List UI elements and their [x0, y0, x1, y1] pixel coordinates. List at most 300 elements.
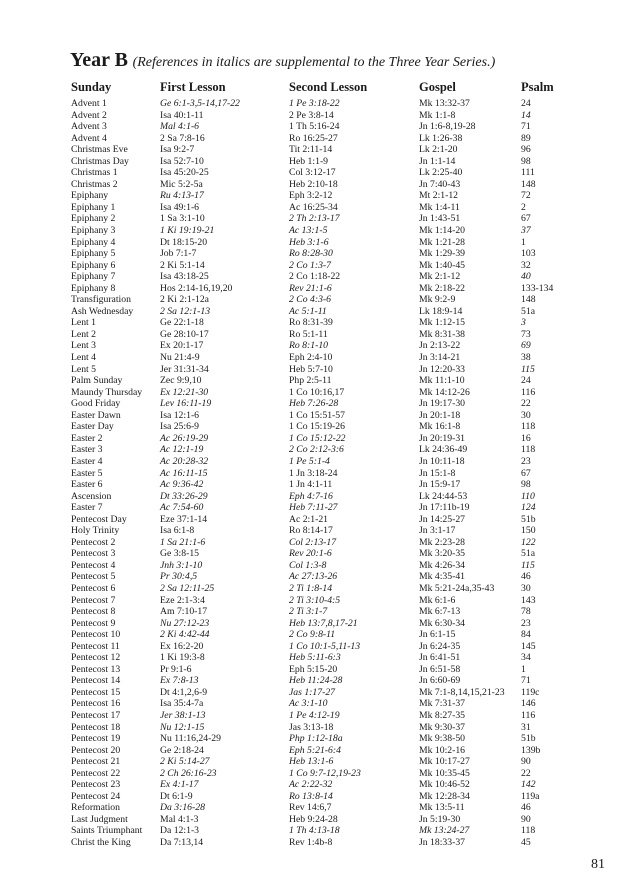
table-row: [0, 433, 640, 445]
first-lesson-cell: Nu 21:4-9: [160, 352, 200, 364]
table-row: [0, 583, 640, 595]
table-row: [0, 825, 640, 837]
sunday-cell: Epiphany 4: [71, 236, 116, 248]
psalm-cell: 14: [521, 109, 531, 121]
second-lesson-cell: 1 Co 15:12-22: [289, 432, 346, 444]
gospel-cell: Mk 13:5-11: [419, 802, 465, 814]
second-lesson-cell: Heb 7:26-28: [289, 398, 339, 410]
first-lesson-cell: Isa 25:6-9: [160, 421, 200, 433]
table-row: [0, 618, 640, 630]
first-lesson-cell: 1 Ki 19:19-21: [160, 225, 215, 237]
psalm-cell: 16: [521, 432, 531, 444]
gospel-cell: Jn 5:19-30: [419, 813, 461, 825]
psalm-cell: 150: [521, 525, 536, 537]
second-lesson-cell: Heb 5:11-6:3: [289, 652, 341, 664]
sunday-cell: Advent 4: [71, 132, 107, 144]
gospel-cell: Jn 20:1-18: [419, 409, 461, 421]
second-lesson-cell: Rev 20:1-6: [289, 548, 332, 560]
table-row: [0, 179, 640, 191]
psalm-cell: 90: [521, 756, 531, 768]
second-lesson-cell: Heb 13:1-6: [289, 756, 334, 768]
second-lesson-cell: Ac 2:1-21: [289, 513, 329, 525]
sunday-cell: Lent 3: [71, 340, 97, 352]
gospel-cell: Mk 2:1-12: [419, 271, 461, 283]
gospel-cell: Mk 3:20-35: [419, 548, 466, 560]
psalm-cell: 69: [521, 340, 531, 352]
year-label: Year B: [70, 49, 128, 71]
sunday-cell: Saints Triumphant: [71, 825, 143, 837]
psalm-cell: 115: [521, 363, 535, 375]
sunday-cell: Holy Trinity: [71, 525, 120, 537]
gospel-cell: Jn 1:1-14: [419, 155, 456, 167]
first-lesson-cell: 1 Sa 3:1-10: [160, 213, 205, 225]
sunday-cell: Pentecost 17: [71, 709, 121, 721]
first-lesson-cell: Pr 30:4,5: [160, 571, 198, 583]
sunday-cell: Pentecost 23: [71, 779, 121, 791]
psalm-cell: 119a: [521, 790, 540, 802]
psalm-cell: 84: [521, 629, 531, 641]
psalm-cell: 32: [521, 259, 531, 271]
gospel-cell: Mk 12:28-34: [419, 790, 470, 802]
table-row: [0, 560, 640, 572]
second-lesson-cell: 1 Pe 5:1-4: [289, 455, 330, 467]
gospel-cell: Mk 8:27-35: [419, 709, 466, 721]
psalm-cell: 34: [521, 652, 531, 664]
table-row: [0, 514, 640, 526]
sunday-cell: Pentecost 15: [71, 686, 121, 698]
sunday-cell: Pentecost 5: [71, 571, 116, 583]
table-row: [0, 202, 640, 214]
table-row: [0, 675, 640, 687]
table-row: [0, 768, 640, 780]
sunday-cell: Easter 3: [71, 444, 103, 456]
psalm-cell: 118: [521, 421, 536, 433]
psalm-cell: 122: [521, 536, 536, 548]
second-lesson-cell: Php 1:12-18a: [289, 733, 343, 745]
gospel-cell: Mk 6:30-34: [419, 617, 466, 629]
second-lesson-cell: Ro 8:28-30: [289, 248, 333, 260]
sunday-cell: Pentecost 21: [71, 756, 121, 768]
gospel-cell: Mt 2:1-12: [419, 190, 459, 202]
psalm-cell: 46: [521, 571, 531, 583]
psalm-cell: 67: [521, 467, 531, 479]
second-lesson-cell: 1 Co 9:7-12,19-23: [289, 767, 361, 779]
table-row: [0, 421, 640, 433]
first-lesson-cell: Isa 52:7-10: [160, 155, 204, 167]
second-lesson-cell: 1 Th 5:16-24: [289, 121, 340, 133]
psalm-cell: 115: [521, 559, 535, 571]
second-lesson-cell: Col 2:13-17: [289, 536, 337, 548]
table-row: [0, 502, 640, 514]
sunday-cell: Christmas Day: [71, 155, 129, 167]
second-lesson-cell: 2 Co 1:3-7: [289, 259, 331, 271]
sunday-cell: Pentecost 7: [71, 594, 116, 606]
second-lesson-cell: 1 Pe 4:12-19: [289, 709, 340, 721]
sunday-cell: Epiphany 2: [71, 213, 116, 225]
gospel-cell: Mk 4:26-34: [419, 559, 466, 571]
first-lesson-cell: Jnh 3:1-10: [160, 559, 203, 571]
sunday-cell: Pentecost 22: [71, 767, 121, 779]
second-lesson-cell: 1 Pe 3:18-22: [289, 98, 340, 109]
sunday-cell: Lent 4: [71, 352, 97, 364]
second-lesson-cell: Heb 9:24-28: [289, 813, 338, 825]
gospel-cell: Mk 1:29-39: [419, 248, 466, 260]
first-lesson-cell: Eze 2:1-3:4: [160, 594, 205, 606]
second-lesson-cell: Jas 3:13-18: [289, 721, 334, 733]
table-row: [0, 652, 640, 664]
table-row: [0, 710, 640, 722]
second-lesson-cell: Eph 4:7-16: [289, 490, 333, 502]
second-lesson-cell: 2 Ti 1:8-14: [289, 582, 333, 594]
second-lesson-cell: 2 Co 2:12-3:6: [289, 444, 344, 456]
first-lesson-cell: Ac 16:11-15: [160, 467, 208, 479]
gospel-cell: Mk 8:31-38: [419, 328, 466, 340]
gospel-cell: Jn 20:19-31: [419, 432, 466, 444]
sunday-cell: Advent 2: [71, 109, 107, 121]
gospel-cell: Lk 18:9-14: [419, 305, 463, 317]
sunday-cell: Pentecost 6: [71, 582, 116, 594]
psalm-cell: 31: [521, 721, 531, 733]
sunday-cell: Pentecost 3: [71, 548, 116, 560]
sunday-cell: Epiphany 1: [71, 201, 116, 213]
page-title: [70, 50, 495, 73]
first-lesson-cell: Nu 27:12-23: [160, 617, 210, 629]
sunday-cell: Easter 2: [71, 432, 103, 444]
second-lesson-cell: Heb 7:11-27: [289, 502, 338, 514]
sunday-cell: Reformation: [71, 802, 120, 814]
first-lesson-cell: Dt 6:1-9: [160, 790, 193, 802]
gospel-cell: Mk 1:4-11: [419, 201, 460, 213]
psalm-cell: 72: [521, 190, 531, 202]
gospel-cell: Jn 7:40-43: [419, 178, 461, 190]
first-lesson-cell: 2 Sa 12:1-13: [160, 305, 211, 317]
sunday-cell: Pentecost 24: [71, 790, 121, 802]
psalm-cell: 2: [521, 201, 526, 213]
gospel-cell: Mk 9:2-9: [419, 294, 456, 306]
gospel-cell: Mk 1:21-28: [419, 236, 466, 248]
table-row: [0, 317, 640, 329]
first-lesson-cell: Isa 35:4-7a: [160, 698, 204, 710]
table-row: [0, 375, 640, 387]
psalm-cell: 46: [521, 802, 531, 814]
table-row: [0, 779, 640, 791]
table-row: [0, 491, 640, 503]
table-row: [0, 237, 640, 249]
gospel-cell: Lk 24:36-49: [419, 444, 468, 456]
psalm-cell: 23: [521, 617, 531, 629]
table-row: [0, 733, 640, 745]
second-lesson-cell: Ro 8:14-17: [289, 525, 333, 537]
sunday-cell: Transfiguration: [71, 294, 131, 306]
sunday-cell: Pentecost 18: [71, 721, 121, 733]
table-row: [0, 306, 640, 318]
second-lesson-cell: Heb 11:24-28: [289, 675, 343, 687]
first-lesson-cell: Zec 9:9,10: [160, 375, 202, 387]
psalm-cell: 45: [521, 837, 531, 848]
table-row: [0, 791, 640, 803]
psalm-cell: 24: [521, 98, 531, 109]
table-row: [0, 410, 640, 422]
gospel-cell: Jn 19:17-30: [419, 398, 466, 410]
first-lesson-cell: 2 Ki 5:1-14: [160, 259, 205, 271]
psalm-cell: 22: [521, 767, 531, 779]
title-subtitle: (References in italics are supplemental to the Three Year Series.): [132, 55, 496, 70]
gospel-cell: Mk 10:35-45: [419, 767, 470, 779]
first-lesson-cell: Ac 7:54-60: [160, 502, 204, 514]
first-lesson-cell: Ac 9:36-42: [160, 479, 204, 491]
sunday-cell: Epiphany 8: [71, 282, 116, 294]
sunday-cell: Pentecost 20: [71, 744, 121, 756]
gospel-cell: Mk 1:12-15: [419, 317, 466, 329]
psalm-cell: 40: [521, 271, 531, 283]
table-row: [0, 571, 640, 583]
gospel-cell: Lk 2:1-20: [419, 144, 458, 156]
table-row: [0, 294, 640, 306]
first-lesson-cell: Eze 37:1-14: [160, 513, 208, 525]
psalm-cell: 51b: [521, 513, 536, 525]
sunday-cell: Pentecost 9: [71, 617, 116, 629]
psalm-cell: 1: [521, 663, 526, 675]
table-row: [0, 398, 640, 410]
first-lesson-cell: Nu 12:1-15: [160, 721, 205, 733]
first-lesson-cell: Ex 16:2-20: [160, 640, 204, 652]
psalm-cell: 51a: [521, 548, 535, 560]
second-lesson-cell: Heb 13:7,8,17-21: [289, 617, 358, 629]
table-row: [0, 329, 640, 341]
table-row: [0, 98, 640, 110]
table-row: [0, 525, 640, 537]
gospel-cell: Jn 18:33-37: [419, 837, 466, 848]
first-lesson-cell: Ge 22:1-18: [160, 317, 204, 329]
gospel-cell: Mk 9:30-37: [419, 721, 466, 733]
sunday-cell: Epiphany: [71, 190, 109, 202]
gospel-cell: Jn 1:43-51: [419, 213, 461, 225]
gospel-cell: Mk 13:32-37: [419, 98, 470, 109]
table-row: [0, 444, 640, 456]
second-lesson-cell: 2 Ti 3:1-7: [289, 606, 328, 618]
psalm-cell: 119c: [521, 686, 540, 698]
psalm-cell: 103: [521, 248, 536, 260]
psalm-cell: 37: [521, 225, 531, 237]
gospel-cell: Mk 13:24-27: [419, 825, 470, 837]
psalm-cell: 148: [521, 294, 536, 306]
sunday-cell: Christ the King: [71, 837, 131, 848]
first-lesson-cell: 2 Ki 2:1-12a: [160, 294, 209, 306]
sunday-cell: Easter 5: [71, 467, 103, 479]
first-lesson-cell: Am 7:10-17: [160, 606, 208, 618]
sunday-cell: Easter Day: [71, 421, 114, 433]
second-lesson-cell: Heb 2:10-18: [289, 178, 338, 190]
second-lesson-cell: Ac 5:1-11: [289, 305, 327, 317]
gospel-cell: Mk 7:1-8,14,15,21-23: [419, 686, 505, 698]
psalm-cell: 111: [521, 167, 535, 179]
first-lesson-cell: Mal 4:1-3: [160, 813, 199, 825]
first-lesson-cell: 2 Ch 26:16-23: [160, 767, 217, 779]
gospel-cell: Jn 10:11-18: [419, 455, 465, 467]
table-row: [0, 340, 640, 352]
second-lesson-cell: Eph 5:15-20: [289, 663, 338, 675]
psalm-cell: 51a: [521, 305, 535, 317]
table-row: [0, 156, 640, 168]
psalm-cell: 71: [521, 675, 531, 687]
header-sunday: Sunday: [71, 80, 112, 94]
table-row: [0, 629, 640, 641]
gospel-cell: Jn 6:51-58: [419, 663, 461, 675]
header-first-lesson: First Lesson: [160, 80, 226, 94]
table-row: [0, 548, 640, 560]
second-lesson-cell: 2 Th 2:13-17: [289, 213, 340, 225]
table-row: [0, 814, 640, 826]
first-lesson-cell: Ex 7:8-13: [160, 675, 199, 687]
table-row: [0, 260, 640, 272]
psalm-cell: 118: [521, 825, 536, 837]
gospel-cell: Mk 10:46-52: [419, 779, 470, 791]
gospel-cell: Mk 1:1-8: [419, 109, 456, 121]
sunday-cell: Pentecost 8: [71, 606, 116, 618]
sunday-cell: Pentecost 10: [71, 629, 121, 641]
second-lesson-cell: Ro 13:8-14: [289, 790, 333, 802]
table-row: [0, 537, 640, 549]
gospel-cell: Mk 10:17-27: [419, 756, 470, 768]
gospel-cell: Lk 2:25-40: [419, 167, 463, 179]
table-row: [0, 468, 640, 480]
first-lesson-cell: Lev 16:11-19: [160, 398, 212, 410]
header-second-lesson: Second Lesson: [289, 80, 368, 94]
second-lesson-cell: 2 Ti 3:10-4:5: [289, 594, 341, 606]
gospel-cell: Mk 6:1-6: [419, 594, 456, 606]
first-lesson-cell: 2 Sa 7:8-16: [160, 132, 205, 144]
first-lesson-cell: 2 Sa 12:11-25: [160, 582, 215, 594]
psalm-cell: 96: [521, 144, 531, 156]
first-lesson-cell: Mic 5:2-5a: [160, 178, 203, 190]
first-lesson-cell: Ac 26:19-29: [160, 432, 209, 444]
second-lesson-cell: 1 Jn 4:1-11: [289, 479, 333, 491]
gospel-cell: Jn 6:1-15: [419, 629, 456, 641]
sunday-cell: Maundy Thursday: [71, 386, 143, 398]
gospel-cell: Mk 10:2-16: [419, 744, 466, 756]
psalm-cell: 24: [521, 375, 531, 387]
psalm-cell: 133-134: [521, 282, 554, 294]
gospel-cell: Mk 2:18-22: [419, 282, 466, 294]
psalm-cell: 1: [521, 236, 526, 248]
table-row: [0, 387, 640, 399]
table-row: [0, 190, 640, 202]
first-lesson-cell: Jer 38:1-13: [160, 709, 206, 721]
gospel-cell: Jn 12:20-33: [419, 363, 466, 375]
first-lesson-cell: 1 Ki 19:3-8: [160, 652, 205, 664]
table-row: [0, 745, 640, 757]
gospel-cell: Jn 3:14-21: [419, 352, 461, 364]
gospel-cell: Jn 14:25-27: [419, 513, 466, 525]
psalm-cell: 30: [521, 582, 531, 594]
table-row: [0, 664, 640, 676]
second-lesson-cell: 2 Co 4:3-6: [289, 294, 331, 306]
table-row: [0, 479, 640, 491]
psalm-cell: 51b: [521, 733, 536, 745]
gospel-cell: Mk 11:1-10: [419, 375, 465, 387]
sunday-cell: Lent 1: [71, 317, 97, 329]
second-lesson-cell: 1 Co 15:19-26: [289, 421, 345, 433]
second-lesson-cell: 1 Co 10:1-5,11-13: [289, 640, 361, 652]
sunday-cell: Easter 4: [71, 455, 103, 467]
table-row: [0, 837, 640, 849]
first-lesson-cell: Hos 2:14-16,19,20: [160, 282, 233, 294]
table-row: [0, 802, 640, 814]
gospel-cell: Lk 1:26-38: [419, 132, 463, 144]
table-row: [0, 698, 640, 710]
psalm-cell: 78: [521, 606, 531, 618]
psalm-cell: 143: [521, 594, 536, 606]
table-row: [0, 213, 640, 225]
sunday-cell: Pentecost 12: [71, 652, 121, 664]
first-lesson-cell: Ex 12:21-30: [160, 386, 209, 398]
first-lesson-cell: Nu 11:16,24-29: [160, 733, 221, 745]
second-lesson-cell: Tit 2:11-14: [289, 144, 333, 156]
psalm-cell: 23: [521, 455, 531, 467]
sunday-cell: Pentecost 2: [71, 536, 116, 548]
second-lesson-cell: Ro 8:31-39: [289, 317, 333, 329]
gospel-cell: Jn 15:9-17: [419, 479, 461, 491]
gospel-cell: Mk 5:21-24a,35-43: [419, 582, 495, 594]
sunday-cell: Good Friday: [71, 398, 121, 410]
gospel-cell: Jn 3:1-17: [419, 525, 456, 537]
table-row: [0, 110, 640, 122]
lectionary-table: [0, 98, 640, 849]
sunday-cell: Epiphany 5: [71, 248, 116, 260]
psalm-cell: 124: [521, 502, 536, 514]
gospel-cell: Jn 6:24-35: [419, 640, 461, 652]
sunday-cell: Lent 2: [71, 328, 97, 340]
table-row: [0, 687, 640, 699]
first-lesson-cell: Dt 18:15-20: [160, 236, 208, 248]
first-lesson-cell: Ge 3:8-15: [160, 548, 200, 560]
first-lesson-cell: Isa 6:1-8: [160, 525, 195, 537]
first-lesson-cell: Isa 43:18-25: [160, 271, 209, 283]
first-lesson-cell: Dt 4:1,2,6-9: [160, 686, 208, 698]
second-lesson-cell: 2 Co 1:18-22: [289, 271, 341, 283]
sunday-cell: Last Judgment: [71, 813, 128, 825]
header-gospel: Gospel: [419, 80, 456, 94]
gospel-cell: Mk 6:7-13: [419, 606, 461, 618]
first-lesson-cell: Ex 20:1-17: [160, 340, 204, 352]
first-lesson-cell: Isa 9:2-7: [160, 144, 195, 156]
header-psalm: Psalm: [521, 80, 554, 94]
gospel-cell: Mk 4:35-41: [419, 571, 466, 583]
table-row: [0, 364, 640, 376]
second-lesson-cell: 1 Co 10:16,17: [289, 386, 345, 398]
second-lesson-cell: Rev 21:1-6: [289, 282, 332, 294]
sunday-cell: Pentecost 11: [71, 640, 120, 652]
first-lesson-cell: Ac 12:1-19: [160, 444, 204, 456]
second-lesson-cell: Ro 16:25-27: [289, 132, 338, 144]
table-row: [0, 352, 640, 364]
sunday-cell: Christmas Eve: [71, 144, 128, 156]
sunday-cell: Christmas 1: [71, 167, 118, 179]
psalm-cell: 89: [521, 132, 531, 144]
sunday-cell: Christmas 2: [71, 178, 118, 190]
first-lesson-cell: Ge 28:10-17: [160, 328, 209, 340]
psalm-cell: 71: [521, 121, 531, 133]
psalm-cell: 146: [521, 698, 536, 710]
second-lesson-cell: Heb 3:1-6: [289, 236, 329, 248]
sunday-cell: Ash Wednesday: [71, 305, 134, 317]
sunday-cell: Pentecost Day: [71, 513, 127, 525]
first-lesson-cell: Isa 45:20-25: [160, 167, 209, 179]
gospel-cell: Jn 2:13-22: [419, 340, 461, 352]
psalm-cell: 116: [521, 386, 536, 398]
sunday-cell: Epiphany 3: [71, 225, 116, 237]
gospel-cell: Jn 6:60-69: [419, 675, 461, 687]
